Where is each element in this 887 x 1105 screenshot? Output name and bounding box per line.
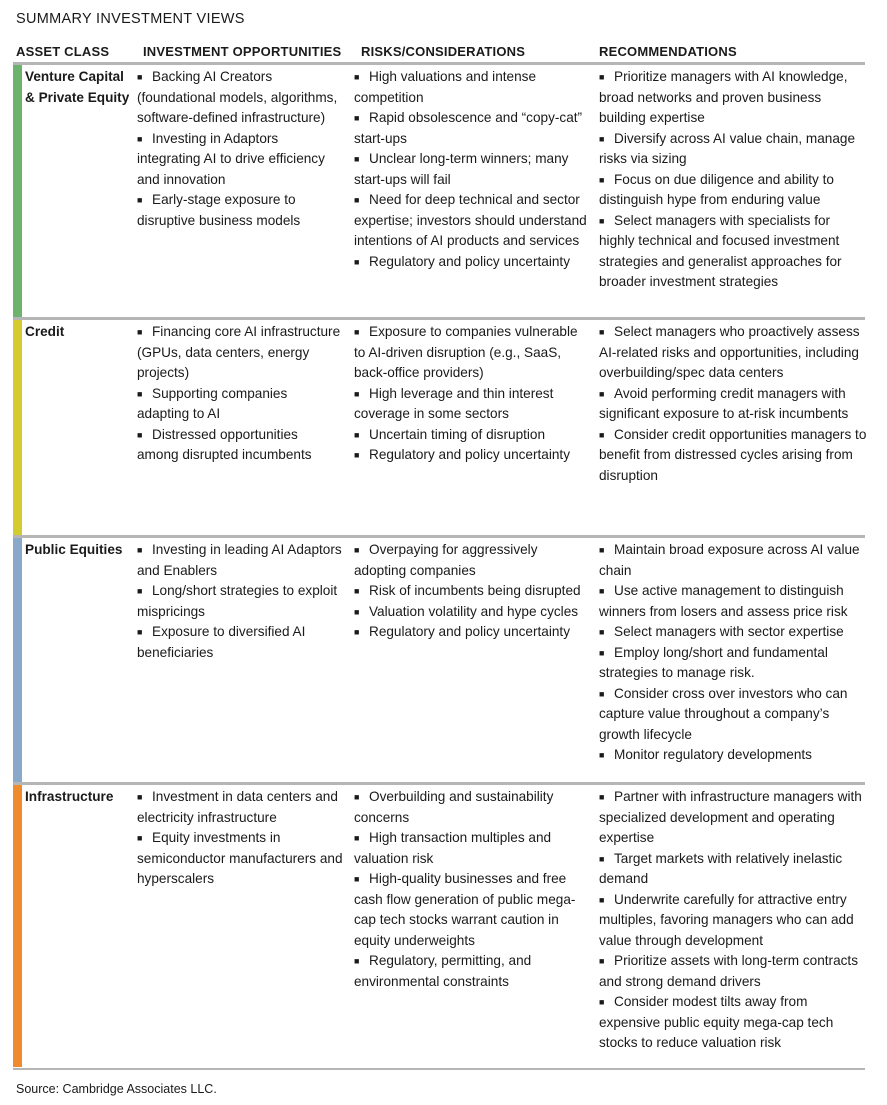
square-bullet-icon: ■ [599, 215, 605, 226]
list-item-text: Investing in leading AI Adaptors and Enablers [137, 542, 342, 578]
square-bullet-icon: ■ [137, 195, 143, 205]
list-item [354, 622, 592, 643]
list-item [354, 581, 592, 602]
list-item [354, 540, 592, 581]
square-bullet-icon: ■ [599, 545, 605, 555]
list-item-text: Select managers with specialists for highly technical and focused investment strategies and generalist approaches for broader investment strategies [599, 212, 842, 289]
list-item [137, 190, 343, 231]
list-item [137, 425, 343, 466]
list-item [137, 540, 343, 581]
list-item [354, 951, 592, 992]
list-item-text: Consider credit opportunities managers to benefit from distressed cycles arising from disruption [599, 426, 867, 483]
square-bullet-icon: ■ [137, 545, 143, 555]
list-item-text: Investing in Adaptors integrating AI to drive efficiency and innovation [137, 130, 325, 187]
list-item [599, 622, 867, 643]
list-item-text: Prioritize managers with AI knowledge, broad networks and proven business building expertise [599, 69, 848, 125]
risks-cell [354, 322, 592, 466]
square-bullet-icon: ■ [354, 792, 360, 802]
list-item [354, 384, 592, 425]
list-item [599, 992, 867, 1054]
list-item-text: Exposure to diversified AI beneficiaries [137, 624, 306, 660]
list-item [599, 425, 867, 487]
square-bullet-icon: ■ [354, 450, 360, 460]
list-item-text: Regulatory and policy uncertainty [369, 253, 570, 269]
list-item [599, 787, 867, 849]
list-item [599, 129, 867, 170]
list-item-text: Rapid obsolescence and “copy-cat” start-ups [354, 110, 583, 146]
list-item-text: Select managers with sector expertise [614, 624, 844, 639]
list-item [599, 384, 867, 425]
risks-cell [354, 540, 592, 643]
risks-cell [354, 787, 592, 992]
square-bullet-icon: ■ [354, 72, 360, 82]
list-item-text: Equity investments in semiconductor manufacturers and hyperscalers [137, 830, 343, 886]
square-bullet-icon: ■ [354, 956, 360, 966]
list-item-text: Select managers who proactively assess AI-related risks and opportunities, including overbuilding/spec data centers [599, 324, 860, 380]
list-item-text: Use active management to distinguish winners from losers and assess price risk [599, 583, 848, 619]
header-investment-opportunities: INVESTMENT OPPORTUNITIES [143, 44, 342, 59]
list-item [354, 828, 592, 869]
list-item [599, 745, 867, 766]
list-item-text: Monitor regulatory developments [614, 747, 812, 762]
list-item [137, 322, 343, 384]
list-item [137, 384, 343, 425]
list-item [354, 869, 592, 951]
square-bullet-icon: ■ [599, 586, 605, 596]
square-bullet-icon: ■ [354, 606, 360, 617]
square-bullet-icon: ■ [599, 429, 605, 440]
header-recommendations: RECOMMENDATIONS [599, 44, 737, 59]
recommendations-cell [599, 540, 867, 766]
list-item [354, 67, 592, 108]
list-item-text: Regulatory, permitting, and environmental constraints [354, 953, 532, 989]
list-item-text: Avoid performing credit managers with significant exposure to at-risk incumbents [599, 385, 849, 421]
list-item-text: Maintain broad exposure across AI value chain [599, 542, 860, 578]
list-item-text: Need for deep technical and sector expertise; investors should understand intentions of AI products and services [354, 192, 587, 248]
list-item [354, 190, 592, 252]
list-item [354, 602, 592, 623]
square-bullet-icon: ■ [599, 388, 605, 399]
row-color-bar [13, 320, 22, 535]
list-item [137, 787, 343, 828]
list-item-text: Risk of incumbents being disrupted [369, 583, 581, 598]
row-color-bar [13, 785, 22, 1067]
table-row-venture-capital [13, 62, 865, 317]
list-item-text: High leverage and thin interest coverage in some sectors [354, 385, 554, 421]
square-bullet-icon: ■ [137, 133, 143, 144]
list-item-text: Employ long/short and fundamental strategies to manage risk. [599, 644, 828, 680]
list-item [354, 787, 592, 828]
square-bullet-icon: ■ [354, 627, 360, 637]
list-item [354, 252, 592, 273]
list-item-text: Valuation volatility and hype cycles [369, 603, 579, 619]
asset-class-name: Credit [25, 324, 65, 339]
list-item-text: Consider modest tilts away from expensive public equity mega-cap tech stocks to reduce valuation risk [599, 994, 834, 1050]
list-item [599, 684, 867, 746]
list-item [354, 108, 592, 149]
list-item [599, 643, 867, 684]
table-row-public-equities [13, 535, 865, 782]
square-bullet-icon: ■ [137, 429, 143, 440]
list-item [599, 322, 867, 384]
square-bullet-icon: ■ [599, 894, 605, 905]
square-bullet-icon: ■ [137, 627, 143, 637]
square-bullet-icon: ■ [137, 327, 143, 337]
square-bullet-icon: ■ [599, 647, 605, 658]
list-item [599, 170, 867, 211]
table-row-infrastructure [13, 782, 865, 1067]
table-bottom-rule [13, 1068, 865, 1070]
list-item-text: Overpaying for aggressively adopting companies [354, 542, 538, 578]
square-bullet-icon: ■ [599, 174, 605, 185]
list-item-text: Distressed opportunities among disrupted incumbents [137, 426, 312, 462]
list-item-text: Prioritize assets with long-term contracts and strong demand drivers [599, 953, 859, 989]
risks-cell [354, 67, 592, 272]
list-item [599, 581, 867, 622]
opportunities-cell [137, 67, 343, 231]
list-item [599, 67, 867, 129]
list-item-text: Target markets with relatively inelastic demand [599, 850, 843, 886]
list-item-text: Consider cross over investors who can capture value throughout a company’s growth lifecycle [599, 685, 848, 742]
asset-class-name: Public Equities [25, 542, 123, 557]
table-header [0, 44, 887, 62]
square-bullet-icon: ■ [599, 997, 605, 1007]
square-bullet-icon: ■ [599, 72, 605, 82]
row-color-bar [13, 538, 22, 782]
square-bullet-icon: ■ [354, 388, 360, 399]
summary-table [13, 62, 865, 1067]
list-item [137, 581, 343, 622]
square-bullet-icon: ■ [354, 429, 360, 440]
square-bullet-icon: ■ [137, 388, 143, 399]
opportunities-cell [137, 322, 343, 466]
list-item-text: Long/short strategies to exploit mispricings [137, 583, 338, 619]
square-bullet-icon: ■ [599, 750, 605, 760]
table-row-credit [13, 317, 865, 535]
square-bullet-icon: ■ [137, 833, 143, 843]
list-item-text: Supporting companies adapting to AI [137, 385, 288, 421]
list-item [137, 828, 343, 890]
list-item [354, 322, 592, 384]
list-item [599, 890, 867, 952]
list-item-text: Regulatory and policy uncertainty [369, 447, 570, 462]
list-item-text: Diversify across AI value chain, manage risks via sizing [599, 130, 856, 166]
list-item-text: Focus on due diligence and ability to distinguish hype from enduring value [599, 171, 834, 207]
list-item-text: High transaction multiples and valuation risk [354, 830, 552, 866]
list-item [599, 211, 867, 293]
square-bullet-icon: ■ [137, 586, 143, 596]
opportunities-cell [137, 540, 343, 663]
square-bullet-icon: ■ [354, 874, 360, 884]
list-item [354, 445, 592, 466]
list-item [354, 149, 592, 190]
square-bullet-icon: ■ [599, 133, 605, 144]
square-bullet-icon: ■ [354, 113, 360, 123]
square-bullet-icon: ■ [599, 688, 605, 699]
list-item-text: Early-stage exposure to disruptive business models [137, 192, 301, 228]
list-item [599, 540, 867, 581]
square-bullet-icon: ■ [354, 195, 360, 205]
page-title: SUMMARY INVESTMENT VIEWS [16, 11, 245, 27]
square-bullet-icon: ■ [137, 792, 143, 802]
square-bullet-icon: ■ [354, 154, 360, 164]
opportunities-cell [137, 787, 343, 890]
square-bullet-icon: ■ [599, 956, 605, 966]
square-bullet-icon: ■ [599, 627, 605, 637]
list-item-text: High-quality businesses and free cash flow generation of public mega-cap tech stocks warrant caution in equity underweights [354, 871, 576, 948]
list-item-text: Uncertain timing of disruption [369, 426, 546, 442]
list-item-text: Investment in data centers and electricity infrastructure [137, 789, 338, 825]
list-item [137, 622, 343, 663]
recommendations-cell [599, 67, 867, 293]
list-item-text: Regulatory and policy uncertainty [369, 624, 570, 639]
header-risks-considerations: RISKS/CONSIDERATIONS [361, 44, 526, 59]
list-item-text: High valuations and intense competition [354, 69, 537, 105]
list-item [599, 951, 867, 992]
list-item-text: Overbuilding and sustainability concerns [354, 789, 554, 825]
recommendations-cell [599, 787, 867, 1054]
recommendations-cell [599, 322, 867, 486]
square-bullet-icon: ■ [599, 327, 605, 337]
square-bullet-icon: ■ [354, 833, 360, 843]
list-item-text: Unclear long-term winners; many start-ups will fail [354, 151, 569, 187]
square-bullet-icon: ■ [354, 327, 360, 337]
square-bullet-icon: ■ [599, 853, 605, 864]
asset-class-name: Venture Capital & Private Equity [25, 69, 130, 105]
list-item-text: Partner with infrastructure managers with specialized development and operating expertise [599, 789, 862, 845]
square-bullet-icon: ■ [354, 545, 360, 555]
source-note: Source: Cambridge Associates LLC. [16, 1082, 217, 1096]
asset-class-name: Infrastructure [25, 789, 114, 804]
list-item [599, 849, 867, 890]
square-bullet-icon: ■ [354, 586, 360, 596]
list-item-text: Underwrite carefully for attractive entry multiples, favoring managers who can add value through development [599, 891, 854, 948]
list-item-text: Exposure to companies vulnerable to AI-driven disruption (e.g., SaaS, back-office providers) [354, 324, 578, 380]
header-asset-class: ASSET CLASS [16, 44, 110, 59]
list-item-text: Financing core AI infrastructure (GPUs, data centers, energy projects) [137, 324, 341, 380]
square-bullet-icon: ■ [354, 256, 360, 267]
list-item [354, 425, 592, 446]
row-color-bar [13, 65, 22, 317]
square-bullet-icon: ■ [137, 72, 143, 82]
square-bullet-icon: ■ [599, 792, 605, 802]
list-item [137, 129, 343, 191]
list-item-text: Backing AI Creators (foundational models, algorithms, software-defined infrastructure) [137, 69, 338, 125]
list-item [137, 67, 343, 129]
